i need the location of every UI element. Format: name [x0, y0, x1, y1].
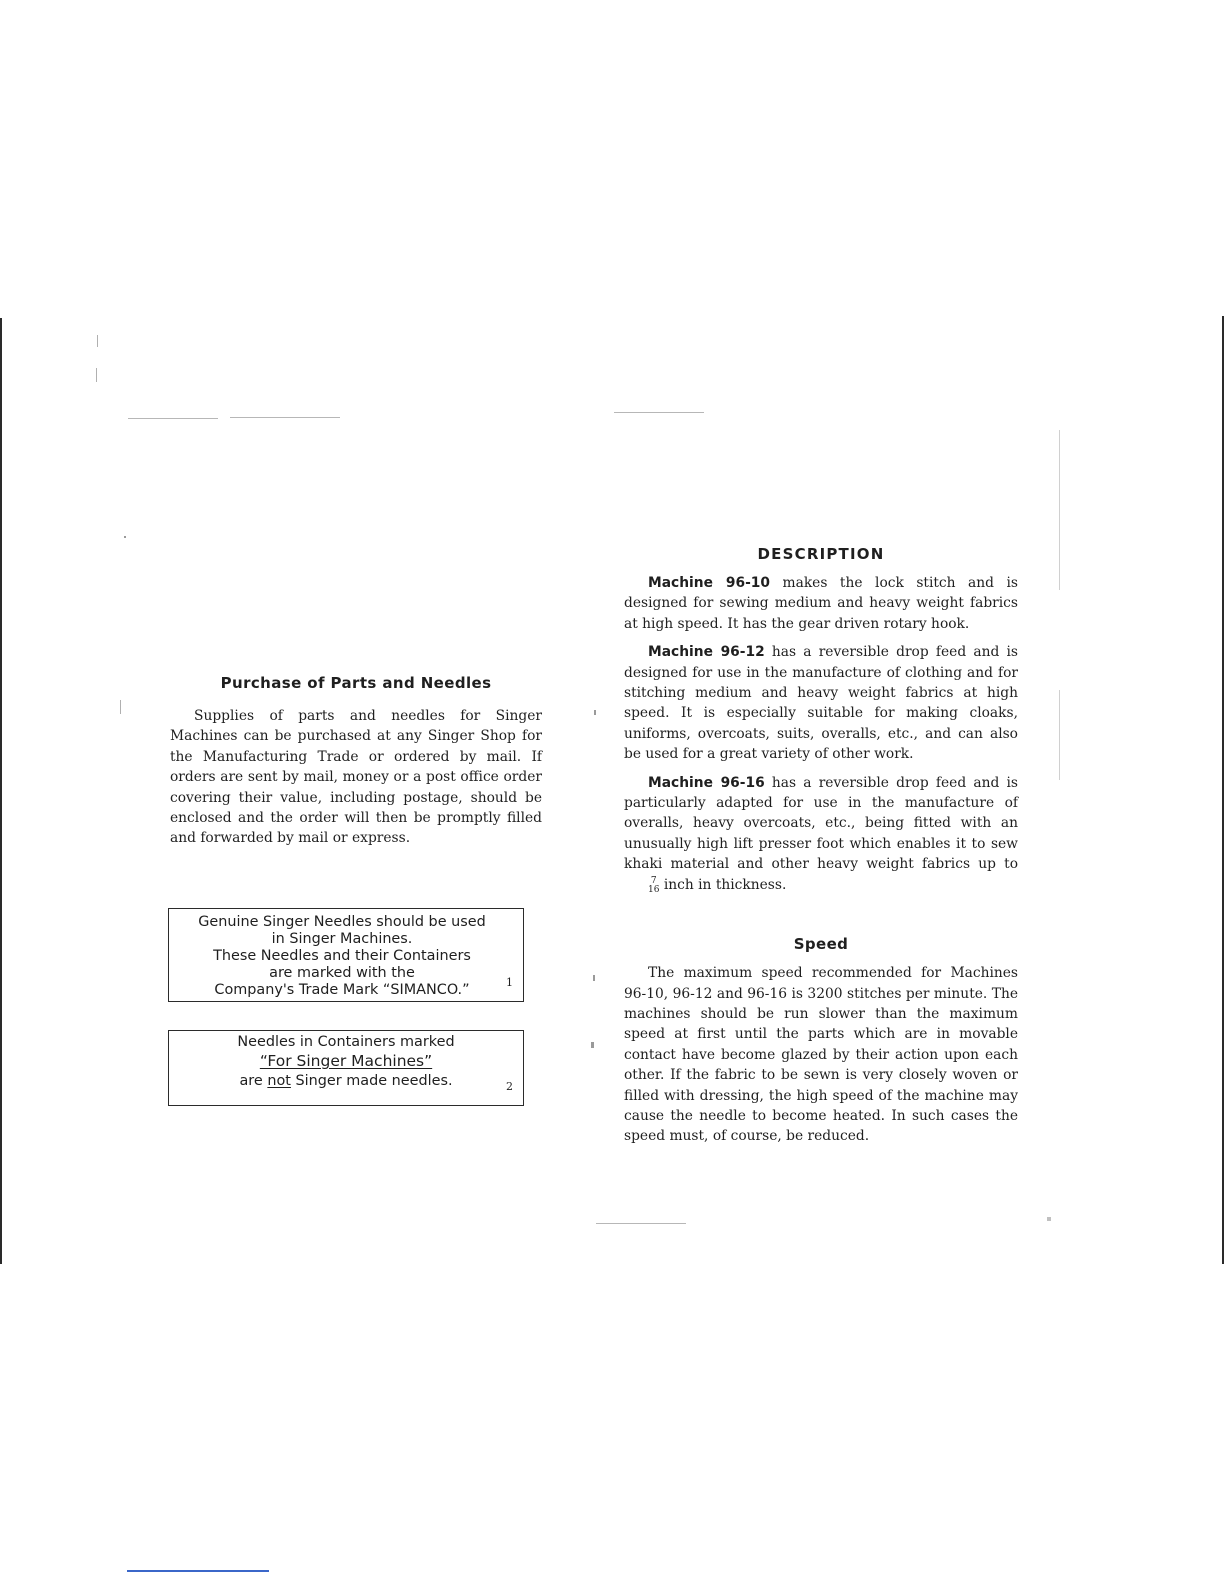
scan-artifact [614, 412, 704, 413]
scan-artifact [1059, 690, 1060, 780]
scan-artifact [97, 335, 98, 347]
purchase-paragraph: Supplies of parts and needles for Singer Machines can be purchased at any Singer Shop for the Manufacturing Trade or ordered by mail. If orders are sent by mail, money or a post office order covering their value, including postage, should be enclosed and the order will then be promptly filled and forwarded by mail or express. [170, 708, 542, 847]
machine-96-12-text: has a reversible drop feed and is designed for use in the manufacture of clothing and for stitching medium and heavy weight fabrics at high speed. It is especially suitable for making cloaks, uniforms, overcoats, suits, overalls, etc., and can also be used for a great variety of other work. [624, 644, 1018, 763]
notice-1-line: Genuine Singer Needles should be used [198, 914, 486, 930]
machine-96-16-label: Machine 96-16 [648, 774, 765, 791]
right-page [624, 545, 1018, 1147]
notice-2-text: are [239, 1073, 268, 1089]
scan-artifact [596, 1223, 686, 1224]
machine-96-10-text: makes the lock stitch and is designed for sewing medium and heavy weight fabrics at high speed. It has the gear driven rotary hook. [624, 575, 1018, 632]
machine-96-12-label: Machine 96-12 [648, 644, 765, 661]
scan-artifact [124, 536, 126, 538]
scan-artifact [230, 417, 340, 418]
scan-artifact [128, 418, 218, 419]
machine-96-16-paragraph [624, 773, 1018, 895]
purchase-heading: Purchase of Parts and Needles [220, 674, 492, 692]
machine-96-10-label: Machine 96-10 [648, 575, 770, 591]
machine-96-12-paragraph [624, 642, 1018, 764]
scan-artifact [120, 700, 121, 714]
fraction-denominator: 16 [648, 884, 660, 895]
containers-warning-notice [168, 1030, 524, 1106]
notice-1-number: 1 [506, 976, 513, 989]
not-emphasis: not [267, 1073, 291, 1089]
machine-96-16-text: has a reversible drop feed and is particularly adapted for use in the manufacture of overalls, heavy overcoats, etc., being fitted with an unusually high lift presser foot which enables it to sew khaki material and other heavy weight fabrics up to [624, 774, 1018, 873]
fraction-numerator: 7 [650, 875, 657, 886]
scan-artifact [1047, 1217, 1051, 1221]
notice-2-text: Singer made needles. [290, 1073, 453, 1089]
notice-2-number: 2 [506, 1080, 513, 1093]
scan-artifact [96, 368, 97, 382]
notice-2-line: Needles in Containers marked [237, 1034, 455, 1050]
speed-heading: Speed [793, 935, 849, 954]
genuine-needles-notice [168, 908, 524, 1002]
notice-2-line: “For Singer Machines” [259, 1052, 433, 1070]
description-heading: DESCRIPTION [757, 545, 885, 563]
fraction [624, 877, 659, 895]
speed-paragraph: The maximum speed recommended for Machines 96-10, 96-12 and 96-16 is 3200 stitches per minute. The machines should be run slower than the maximum speed at first until the parts which are in movable contact have become glazed by their action upon each other. If the fabric to be sewn is very closely woven or filled with dressing, the high speed of the machine may cause the needle to become heated. In such cases the speed must, of course, be reduced. [624, 965, 1018, 1145]
left-page [170, 674, 542, 849]
notice-2-line [199, 1073, 493, 1090]
machine-96-10-paragraph [624, 573, 1018, 634]
scan-artifact [594, 710, 596, 715]
scan-artifact [593, 975, 595, 981]
machine-96-16-text-end: inch in thickness. [659, 876, 787, 893]
notice-1-line: Company's Trade Mark “SIMANCO.” [214, 982, 470, 998]
notice-1-line: These Needles and their Containers [213, 948, 471, 964]
notice-1-line: in Singer Machines. [271, 931, 413, 947]
scan-artifact [1059, 430, 1060, 590]
scan-artifact [591, 1042, 594, 1048]
scan-bottom-line [127, 1570, 269, 1572]
scan-left-edge [0, 318, 2, 1264]
notice-1-line: are marked with the [269, 965, 415, 981]
